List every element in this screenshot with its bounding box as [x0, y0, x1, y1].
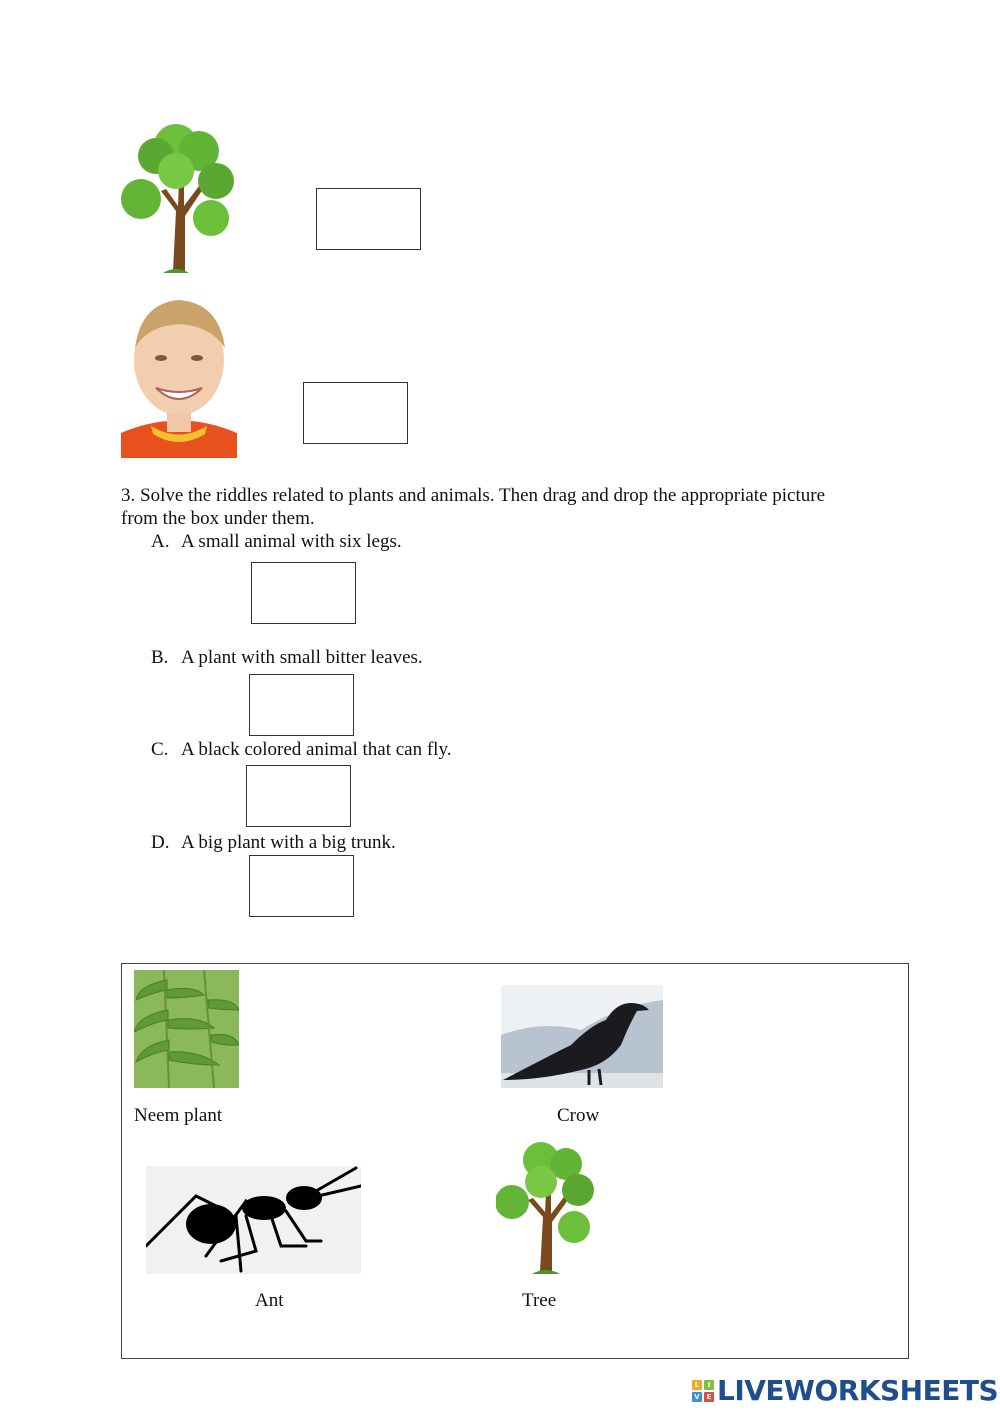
tree-label: Tree — [522, 1290, 557, 1311]
option-b — [151, 646, 423, 669]
picture-bank — [121, 963, 909, 1359]
crow-label: Crow — [557, 1105, 600, 1126]
option-c — [151, 738, 451, 761]
logo-letter-i: I — [704, 1380, 714, 1390]
option-text: A plant with small bitter leaves. — [181, 647, 423, 668]
drop-box-c[interactable] — [246, 765, 351, 827]
option-text: A big plant with a big trunk. — [181, 832, 396, 853]
question-3-line-2: from the box under them. — [121, 508, 315, 529]
logo-text: LIVEWORKSHEETS — [717, 1374, 999, 1407]
neem-leaves-image[interactable] — [134, 970, 239, 1088]
logo-letter-v: V — [692, 1392, 702, 1402]
drop-box-a[interactable] — [251, 562, 356, 624]
drop-box-d[interactable] — [249, 855, 354, 917]
option-text: A black colored animal that can fly. — [181, 739, 452, 760]
ant-label: Ant — [255, 1290, 284, 1311]
option-letter: C. — [151, 739, 169, 760]
drop-box-tree[interactable] — [316, 188, 421, 250]
tree-image[interactable] — [496, 1142, 596, 1274]
ant-image[interactable] — [146, 1166, 361, 1274]
drop-box-b[interactable] — [249, 674, 354, 736]
liveworksheets-logo[interactable] — [692, 1374, 998, 1407]
option-a — [151, 530, 402, 553]
option-letter: D. — [151, 832, 170, 853]
drop-box-boy[interactable] — [303, 382, 408, 444]
boy-image — [121, 298, 237, 458]
option-text: A small animal with six legs. — [181, 531, 402, 552]
neem-plant-label: Neem plant — [134, 1105, 223, 1126]
live-icon — [692, 1380, 714, 1402]
option-letter: B. — [151, 647, 169, 668]
question-3-line-1: 3. Solve the riddles related to plants and animals. Then drag and drop the appropriate picture — [121, 485, 826, 506]
crow-image[interactable] — [501, 985, 663, 1088]
option-letter: A. — [151, 531, 170, 552]
logo-letter-l: L — [692, 1380, 702, 1390]
tree-image — [121, 121, 236, 275]
logo-letter-e: E — [704, 1392, 714, 1402]
option-d — [151, 831, 396, 854]
